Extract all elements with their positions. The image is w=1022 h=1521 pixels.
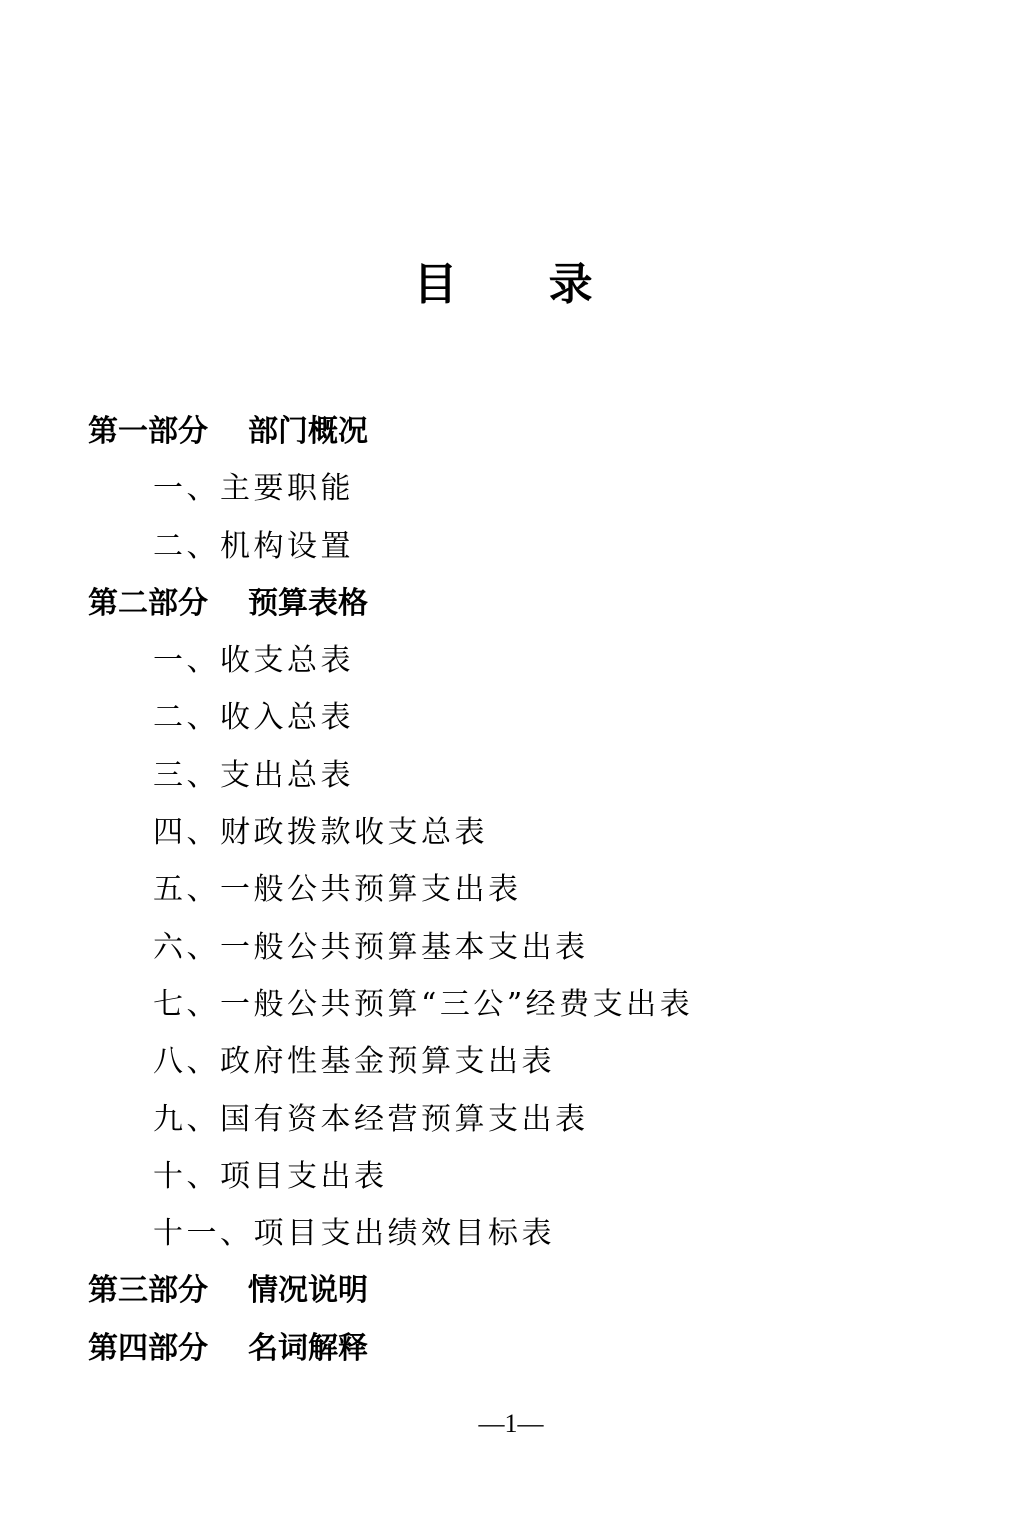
toc-part-3[interactable] <box>88 1262 968 1319</box>
part-title: 部门概况 <box>248 414 368 449</box>
toc-item[interactable]: 九、国有资本经营预算支出表 <box>153 1101 589 1137</box>
toc-item[interactable]: 二、机构设置 <box>153 528 354 564</box>
toc-item[interactable]: 一、收支总表 <box>153 643 354 679</box>
toc-item[interactable]: 四、财政拨款收支总表 <box>153 815 488 851</box>
part-title: 情况说明 <box>248 1273 368 1309</box>
toc-item[interactable]: 一、主要职能 <box>153 471 354 507</box>
toc-item[interactable]: 八、政府性基金预算支出表 <box>153 1044 555 1080</box>
part-number: 第二部分 <box>88 585 208 621</box>
table-of-contents <box>88 403 968 1377</box>
toc-item[interactable]: 十一、项目支出绩效目标表 <box>153 1216 555 1252</box>
toc-part-2[interactable] <box>88 575 968 632</box>
part-number: 第三部分 <box>88 1273 208 1309</box>
part-number: 第四部分 <box>88 1330 208 1366</box>
toc-item[interactable]: 二、收入总表 <box>153 700 354 736</box>
toc-item[interactable]: 三、支出总表 <box>153 757 354 793</box>
toc-item[interactable]: 七、一般公共预算“三公”经费支出表 <box>153 986 694 1022</box>
part-number: 第一部分 <box>88 414 208 449</box>
page-title: 目 录 <box>413 259 631 310</box>
part-title: 名词解释 <box>248 1330 368 1366</box>
toc-item[interactable]: 五、一般公共预算支出表 <box>153 872 522 908</box>
part-title: 预算表格 <box>248 585 368 621</box>
toc-item[interactable]: 六、一般公共预算基本支出表 <box>153 929 589 965</box>
page-number: —1— <box>478 1409 544 1438</box>
toc-part-4[interactable] <box>88 1320 968 1377</box>
toc-item[interactable]: 十、项目支出表 <box>153 1158 388 1194</box>
toc-part-1[interactable] <box>88 403 968 460</box>
